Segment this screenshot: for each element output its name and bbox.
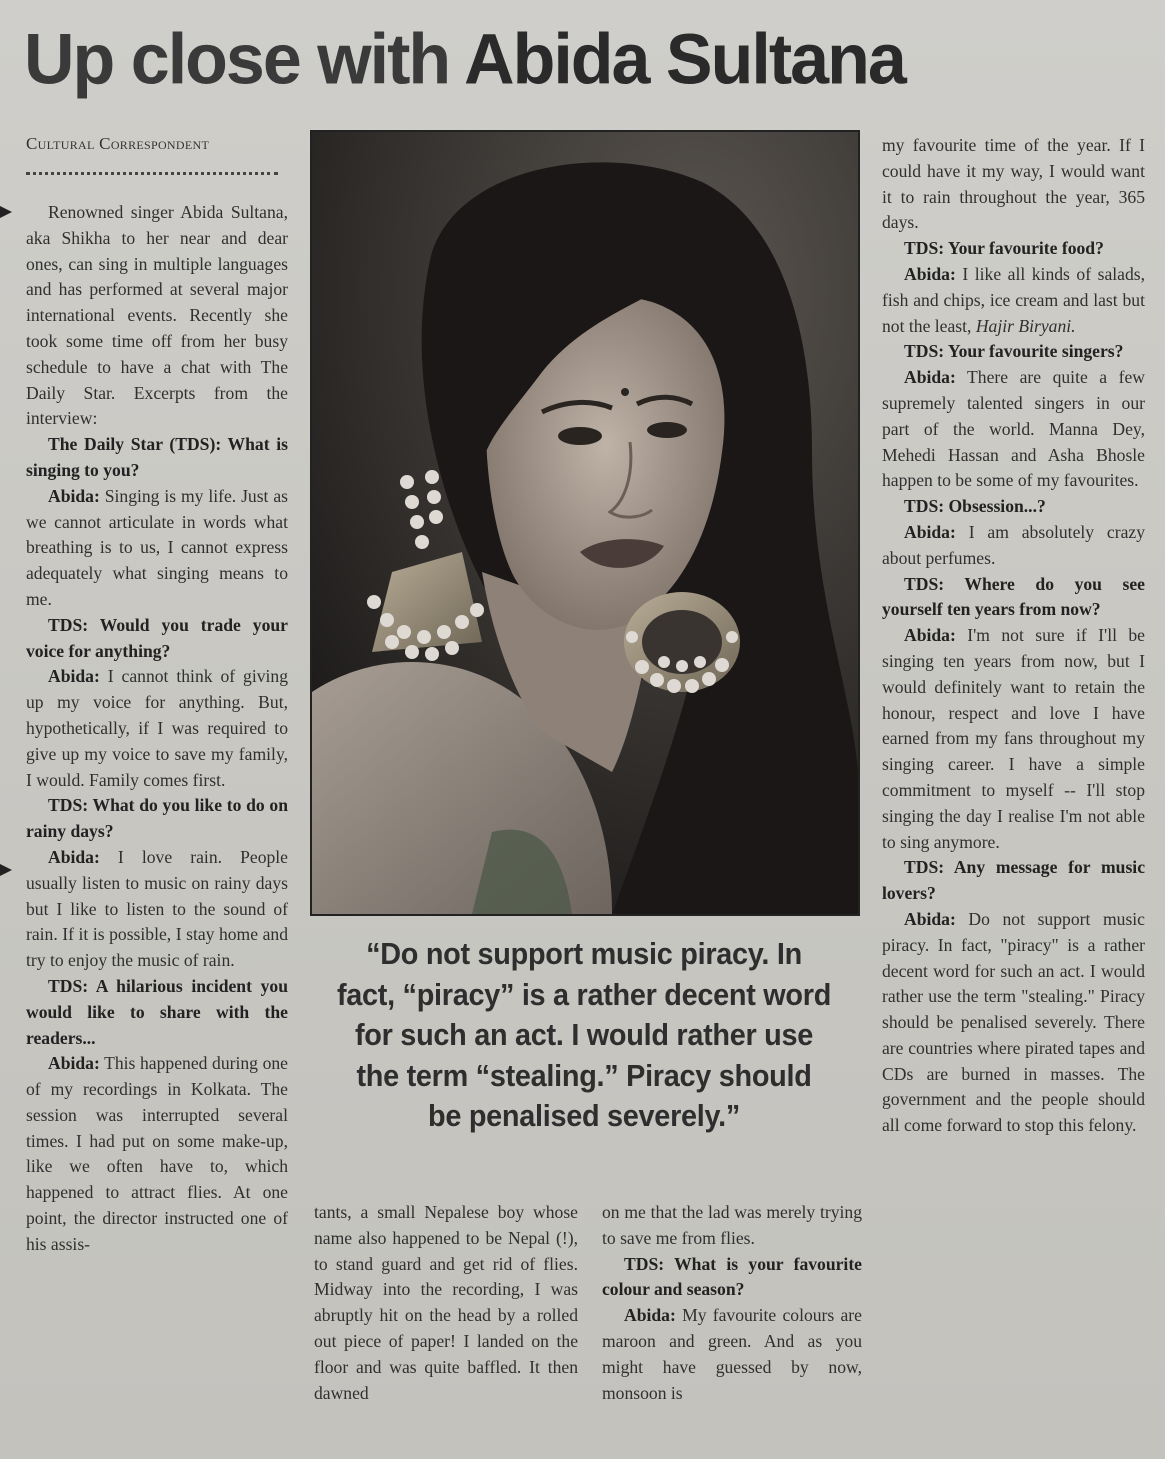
answer [882, 365, 1145, 494]
headline [24, 13, 905, 105]
answer-label: Abida: [904, 263, 956, 284]
pull-quote: “Do not support music piracy. In fact, “piracy” is a rather decent word for such an act. I would rather use the term “stealing.” Piracy should be penalised severely.” [336, 936, 832, 1134]
continued-text: my favourite time of the year. If I could have it my way, I would want it to rain throughout the year, 365 days. [882, 135, 1145, 233]
answer-text: I'm not sure if I'll be singing ten years from now, but I would definitely want to retain the honour, respect and love I have earned from my fans throughout my singing career. I have a simple commitment to myself -- I'll stop singing the day I realise I'm not able to sing anymore. [882, 625, 1145, 852]
answer-text: I like all kinds of salads, fish and chips, ice cream and last but not the least, [882, 263, 1145, 336]
binder-hole-mark [0, 206, 12, 218]
answer-label: Abida: [48, 485, 100, 506]
answer-text: Do not support music piracy. In fact, "piracy" is a rather decent word for such an act. I would rather use the term "stealing." Piracy should be penalised severely. There are countries where pirated tapes and CDs are burned in masses. The government and the people should all come forward to stop this felony. [882, 908, 1145, 1136]
answer [26, 664, 288, 793]
answer-text: This happened during one of my recordings in Kolkata. The session was interrupted several times. I had put on some make-up, like we often have to, which happened to attract flies. At one point, the director instructed one of his assis- [26, 1053, 288, 1254]
article-column-3 [602, 1200, 862, 1406]
answer [882, 907, 1145, 1139]
question: The Daily Star (TDS): What is singing to you? [26, 434, 288, 480]
answer-text: I cannot think of giving up my voice for anything. But, hypothetically, if I was required to give up my voice to save my family, I would. Family comes first. [26, 666, 289, 790]
answer [602, 1303, 862, 1406]
question: TDS: What do you like to do on rainy days? [26, 795, 288, 842]
continued-text: on me that the lad was merely trying to save me from flies. [602, 1202, 862, 1248]
question: TDS: Your favourite singers? [904, 341, 1124, 362]
continued-text: tants, a small Nepalese boy whose name also happened to be Nepal (!), to stand guard and get rid of flies. Midway into the recording, I was abruptly hit on the head by a rolled out piece of paper! I landed on the floor and was quite baffled. It then dawned [314, 1202, 578, 1403]
question: TDS: Obsession...? [904, 496, 1046, 517]
portrait-photo [310, 130, 860, 916]
question: TDS: Where do you see yourself ten years from now? [882, 573, 1145, 620]
answer-text: There are quite a few supremely talented singers in our part of the world. Manna Dey, Mehedi Hassan and Asha Bhosle happen to be some of my favourites. [882, 367, 1145, 491]
question: TDS: Any message for music lovers? [882, 857, 1145, 904]
question: TDS: Your favourite food? [904, 238, 1104, 259]
intro-paragraph: Renowned singer Abida Sultana, aka Shikha to her near and dear ones, can sing in multiple languages and has performed at several major international events. Recently she took some time off from her busy schedule to have a chat with The Daily Star. Excerpts from the interview: [26, 202, 288, 429]
answer-text: Singing is my life. Just as we cannot articulate in words what breathing is to us, I cannot express adequately what singing means to me. [26, 485, 288, 609]
answer-label: Abida: [904, 625, 956, 646]
article-column-1 [26, 200, 288, 1258]
answer [882, 623, 1145, 855]
answer-label: Abida: [48, 846, 100, 867]
binder-hole-mark [0, 864, 12, 876]
answer-label: Abida: [624, 1305, 676, 1326]
answer-text: I love rain. People usually listen to music on rainy days but I like to listen to the sound of rain. If it is possible, I stay home and try to enjoy the music of rain. [26, 846, 288, 971]
answer [26, 484, 288, 613]
headline-prefix: Up close with [24, 19, 450, 99]
byline-divider [26, 172, 278, 175]
answer [26, 1051, 288, 1257]
question: TDS: Would you trade your voice for anything? [26, 614, 288, 661]
article-column-4 [882, 133, 1145, 1139]
answer-label: Abida: [904, 367, 956, 388]
answer-text: I am absolutely crazy about perfumes. [882, 521, 1145, 568]
headline-name: Abida Sultana [464, 19, 905, 99]
answer-label: Abida: [48, 1053, 100, 1074]
portrait-illustration [312, 132, 858, 914]
question: TDS: A hilarious incident you would like to share with the readers... [26, 975, 288, 1048]
answer-label: Abida: [904, 908, 956, 929]
question: TDS: What is your favourite colour and season? [602, 1253, 862, 1300]
answer [26, 845, 288, 974]
article-column-2 [314, 1200, 578, 1406]
answer-text: My favourite colours are maroon and green. And as you might have guessed by now, monsoon is [602, 1305, 862, 1403]
dish-name: Hajir Biryani. [975, 315, 1076, 336]
answer [882, 262, 1145, 339]
answer [882, 520, 1145, 572]
byline: Cultural Correspondent [26, 134, 210, 153]
answer-label: Abida: [904, 521, 956, 542]
answer-label: Abida: [48, 666, 100, 687]
